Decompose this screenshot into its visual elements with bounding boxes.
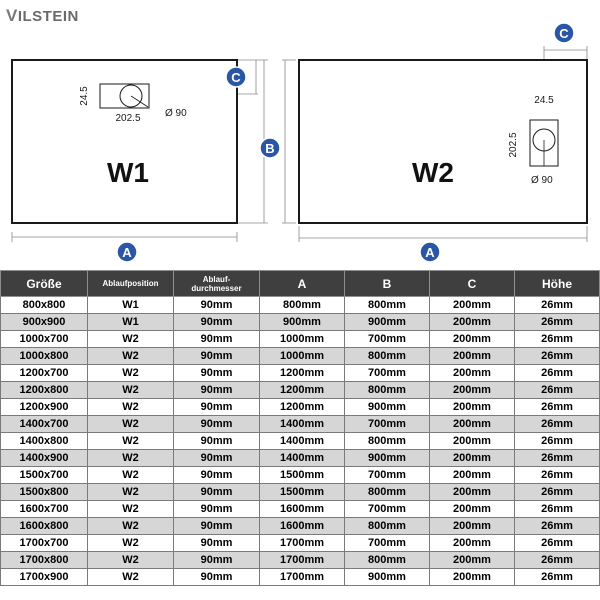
cell-size: 1400x900 bbox=[1, 450, 88, 467]
w1-drain-diameter: Ø 90 bbox=[165, 108, 187, 119]
w2-drain-diameter: Ø 90 bbox=[531, 175, 553, 186]
cell-height: 26mm bbox=[515, 569, 600, 586]
cell-size: 1500x700 bbox=[1, 467, 88, 484]
table-row bbox=[1, 399, 600, 416]
cell-b: 800mm bbox=[345, 348, 430, 365]
cell-size: 1700x700 bbox=[1, 535, 88, 552]
cell-height: 26mm bbox=[515, 314, 600, 331]
cell-drain-diameter: 90mm bbox=[174, 450, 260, 467]
cell-c: 200mm bbox=[430, 467, 515, 484]
table-row bbox=[1, 467, 600, 484]
cell-height: 26mm bbox=[515, 518, 600, 535]
cell-size: 1200x900 bbox=[1, 399, 88, 416]
svg-text:C: C bbox=[559, 26, 569, 41]
cell-a: 1700mm bbox=[260, 552, 345, 569]
cell-drain-position: W2 bbox=[88, 518, 174, 535]
cell-drain-diameter: 90mm bbox=[174, 518, 260, 535]
cell-drain-diameter: 90mm bbox=[174, 348, 260, 365]
cell-size: 900x900 bbox=[1, 314, 88, 331]
cell-height: 26mm bbox=[515, 484, 600, 501]
cell-drain-diameter: 90mm bbox=[174, 399, 260, 416]
cell-a: 1200mm bbox=[260, 382, 345, 399]
marker-b bbox=[260, 138, 280, 158]
cell-height: 26mm bbox=[515, 348, 600, 365]
cell-drain-diameter: 90mm bbox=[174, 552, 260, 569]
w2-dim-width: 24.5 bbox=[534, 95, 554, 106]
cell-size: 1000x800 bbox=[1, 348, 88, 365]
cell-size: 1700x800 bbox=[1, 552, 88, 569]
cell-a: 1200mm bbox=[260, 399, 345, 416]
cell-a: 900mm bbox=[260, 314, 345, 331]
table-header-row bbox=[1, 271, 600, 297]
cell-a: 1700mm bbox=[260, 569, 345, 586]
table-row bbox=[1, 382, 600, 399]
cell-c: 200mm bbox=[430, 297, 515, 314]
cell-b: 800mm bbox=[345, 382, 430, 399]
marker-a-w2 bbox=[420, 242, 440, 262]
cell-drain-position: W2 bbox=[88, 365, 174, 382]
cell-height: 26mm bbox=[515, 501, 600, 518]
cell-drain-position: W2 bbox=[88, 552, 174, 569]
cell-height: 26mm bbox=[515, 552, 600, 569]
cell-drain-position: W2 bbox=[88, 331, 174, 348]
table-row bbox=[1, 331, 600, 348]
cell-size: 1400x800 bbox=[1, 433, 88, 450]
cell-a: 1000mm bbox=[260, 348, 345, 365]
cell-drain-diameter: 90mm bbox=[174, 382, 260, 399]
table-row bbox=[1, 484, 600, 501]
cell-a: 1500mm bbox=[260, 467, 345, 484]
cell-c: 200mm bbox=[430, 484, 515, 501]
cell-height: 26mm bbox=[515, 535, 600, 552]
header-height: Höhe bbox=[515, 271, 600, 297]
cell-drain-position: W2 bbox=[88, 382, 174, 399]
cell-c: 200mm bbox=[430, 569, 515, 586]
cell-b: 900mm bbox=[345, 450, 430, 467]
cell-b: 900mm bbox=[345, 314, 430, 331]
cell-b: 900mm bbox=[345, 399, 430, 416]
cell-b: 800mm bbox=[345, 518, 430, 535]
table-row bbox=[1, 518, 600, 535]
cell-a: 1200mm bbox=[260, 365, 345, 382]
cell-height: 26mm bbox=[515, 399, 600, 416]
cell-height: 26mm bbox=[515, 416, 600, 433]
cell-c: 200mm bbox=[430, 331, 515, 348]
cell-b: 700mm bbox=[345, 416, 430, 433]
w1-dim-height: 24.5 bbox=[79, 86, 90, 106]
cell-size: 1700x900 bbox=[1, 569, 88, 586]
header-c: C bbox=[430, 271, 515, 297]
cell-height: 26mm bbox=[515, 297, 600, 314]
cell-size: 800x800 bbox=[1, 297, 88, 314]
cell-a: 1500mm bbox=[260, 484, 345, 501]
cell-a: 1400mm bbox=[260, 416, 345, 433]
size-spec-table bbox=[0, 270, 600, 586]
w1-dim-width: 202.5 bbox=[115, 113, 141, 124]
cell-drain-diameter: 90mm bbox=[174, 535, 260, 552]
cell-c: 200mm bbox=[430, 552, 515, 569]
table-body bbox=[1, 297, 600, 586]
cell-a: 1400mm bbox=[260, 433, 345, 450]
header-drain-position: Ablaufposition bbox=[88, 271, 174, 297]
header-drain-diameter: Ablauf- durchmesser bbox=[174, 271, 260, 297]
cell-b: 700mm bbox=[345, 535, 430, 552]
cell-a: 1600mm bbox=[260, 501, 345, 518]
cell-drain-diameter: 90mm bbox=[174, 314, 260, 331]
svg-text:A: A bbox=[122, 245, 132, 260]
cell-b: 800mm bbox=[345, 552, 430, 569]
svg-text:B: B bbox=[265, 141, 275, 156]
cell-drain-diameter: 90mm bbox=[174, 433, 260, 450]
cell-size: 1600x800 bbox=[1, 518, 88, 535]
cell-drain-position: W2 bbox=[88, 467, 174, 484]
cell-drain-diameter: 90mm bbox=[174, 331, 260, 348]
table-row bbox=[1, 501, 600, 518]
cell-a: 1400mm bbox=[260, 450, 345, 467]
cell-drain-position: W2 bbox=[88, 484, 174, 501]
cell-drain-position: W2 bbox=[88, 569, 174, 586]
cell-c: 200mm bbox=[430, 535, 515, 552]
cell-drain-position: W2 bbox=[88, 501, 174, 518]
table-row bbox=[1, 569, 600, 586]
svg-text:C: C bbox=[231, 70, 241, 85]
w2-dim-height: 202.5 bbox=[508, 132, 519, 158]
cell-drain-position: W1 bbox=[88, 297, 174, 314]
cell-drain-position: W2 bbox=[88, 535, 174, 552]
cell-b: 700mm bbox=[345, 331, 430, 348]
cell-b: 900mm bbox=[345, 569, 430, 586]
marker-c-w2 bbox=[554, 23, 574, 43]
cell-b: 700mm bbox=[345, 501, 430, 518]
cell-size: 1200x700 bbox=[1, 365, 88, 382]
table-row bbox=[1, 297, 600, 314]
cell-drain-position: W2 bbox=[88, 433, 174, 450]
logo-initial: V bbox=[6, 6, 18, 25]
cell-height: 26mm bbox=[515, 331, 600, 348]
svg-text:A: A bbox=[425, 245, 435, 260]
cell-drain-position: W2 bbox=[88, 416, 174, 433]
cell-size: 1500x800 bbox=[1, 484, 88, 501]
cell-drain-diameter: 90mm bbox=[174, 467, 260, 484]
cell-b: 800mm bbox=[345, 433, 430, 450]
cell-c: 200mm bbox=[430, 348, 515, 365]
cell-a: 1700mm bbox=[260, 535, 345, 552]
cell-c: 200mm bbox=[430, 450, 515, 467]
cell-c: 200mm bbox=[430, 518, 515, 535]
cell-drain-position: W2 bbox=[88, 450, 174, 467]
cell-b: 700mm bbox=[345, 467, 430, 484]
cell-c: 200mm bbox=[430, 314, 515, 331]
cell-size: 1200x800 bbox=[1, 382, 88, 399]
marker-c-w1 bbox=[226, 67, 246, 87]
cell-drain-diameter: 90mm bbox=[174, 416, 260, 433]
cell-height: 26mm bbox=[515, 433, 600, 450]
cell-size: 1400x700 bbox=[1, 416, 88, 433]
cell-c: 200mm bbox=[430, 382, 515, 399]
cell-c: 200mm bbox=[430, 501, 515, 518]
cell-drain-diameter: 90mm bbox=[174, 365, 260, 382]
cell-height: 26mm bbox=[515, 467, 600, 484]
cell-height: 26mm bbox=[515, 365, 600, 382]
cell-drain-position: W2 bbox=[88, 348, 174, 365]
cell-drain-diameter: 90mm bbox=[174, 297, 260, 314]
table-row bbox=[1, 450, 600, 467]
table-row bbox=[1, 552, 600, 569]
marker-a-w1 bbox=[117, 242, 137, 262]
logo-rest: ILSTEIN bbox=[17, 8, 79, 25]
cell-c: 200mm bbox=[430, 399, 515, 416]
w2-label: W2 bbox=[412, 157, 454, 188]
cell-b: 800mm bbox=[345, 297, 430, 314]
cell-height: 26mm bbox=[515, 382, 600, 399]
header-b: B bbox=[345, 271, 430, 297]
cell-drain-position: W1 bbox=[88, 314, 174, 331]
cell-a: 800mm bbox=[260, 297, 345, 314]
cell-c: 200mm bbox=[430, 433, 515, 450]
table-row bbox=[1, 416, 600, 433]
header-a: A bbox=[260, 271, 345, 297]
header-size: Größe bbox=[1, 271, 88, 297]
cell-drain-position: W2 bbox=[88, 399, 174, 416]
cell-c: 200mm bbox=[430, 365, 515, 382]
cell-size: 1600x700 bbox=[1, 501, 88, 518]
cell-drain-diameter: 90mm bbox=[174, 501, 260, 518]
table-row bbox=[1, 365, 600, 382]
table-row bbox=[1, 535, 600, 552]
table-row bbox=[1, 314, 600, 331]
table-row bbox=[1, 433, 600, 450]
w1-label: W1 bbox=[107, 157, 149, 188]
cell-drain-diameter: 90mm bbox=[174, 569, 260, 586]
cell-size: 1000x700 bbox=[1, 331, 88, 348]
cell-a: 1600mm bbox=[260, 518, 345, 535]
drain-position-diagram bbox=[0, 0, 600, 268]
cell-a: 1000mm bbox=[260, 331, 345, 348]
cell-b: 700mm bbox=[345, 365, 430, 382]
cell-height: 26mm bbox=[515, 450, 600, 467]
table-row bbox=[1, 348, 600, 365]
cell-b: 800mm bbox=[345, 484, 430, 501]
cell-drain-diameter: 90mm bbox=[174, 484, 260, 501]
cell-c: 200mm bbox=[430, 416, 515, 433]
